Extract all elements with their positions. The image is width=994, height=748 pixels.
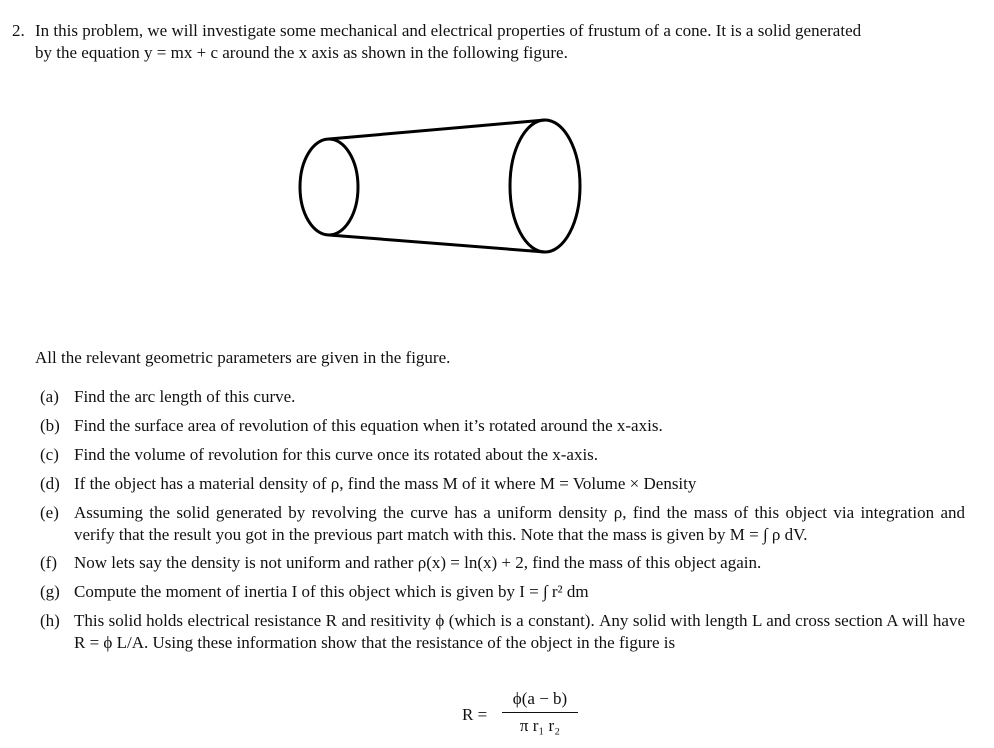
intro-line-2: by the equation y = mx + c around the x axis as shown in the following figure. <box>35 43 568 62</box>
part-text: If the object has a material density of ρ, find the mass M of it where M = Volume × Density <box>74 474 697 493</box>
formula-lhs: R = <box>462 705 488 724</box>
part-text: Compute the moment of inertia I of this object which is given by I = ∫ r² dm <box>74 582 589 601</box>
formula-numerator: ϕ(a − b) <box>502 688 578 713</box>
part-label: (a) <box>40 387 59 406</box>
small-end-ellipse <box>300 139 358 235</box>
part-text: Now lets say the density is not uniform and rather ρ(x) = ln(x) + 2, find the mass of this object again. <box>74 553 762 572</box>
part-text: Find the arc length of this curve. <box>74 387 296 406</box>
part-h <box>40 610 965 654</box>
part-g <box>40 581 965 603</box>
part-label: (e) <box>40 503 59 522</box>
resistance-formula <box>462 688 582 744</box>
part-text: Assuming the solid generated by revolving the curve has a uniform density ρ, find the mass of this object via integration and verify that the result you got in the previous part match with this. Note that the mass is given by M = ∫ ρ dV. <box>74 503 965 544</box>
part-label: (d) <box>40 474 60 493</box>
part-text: Find the volume of revolution for this curve once its rotated about the x-axis. <box>74 445 599 464</box>
parts-list <box>40 386 965 661</box>
part-label: (h) <box>40 611 60 630</box>
large-end-ellipse <box>510 120 580 252</box>
frustum-figure <box>296 114 588 258</box>
part-d <box>40 473 965 495</box>
bottom-edge-line <box>329 235 545 252</box>
part-text: This solid holds electrical resistance R and resitivity ϕ (which is a constant). Any solid with length L and cross section A will have R = ϕ L/A. Using these information show that the resistance of the object in the figure is <box>74 611 965 652</box>
part-e <box>40 502 965 546</box>
part-a <box>40 386 965 408</box>
part-c <box>40 444 965 466</box>
problem-intro <box>12 20 972 64</box>
geometry-note: All the relevant geometric parameters are given in the figure. <box>35 348 451 367</box>
problem-number: 2. <box>12 21 25 40</box>
intro-line-1: In this problem, we will investigate some mechanical and electrical properties of frustum of a cone. It is a solid generated <box>35 21 862 40</box>
formula-fraction <box>502 688 578 737</box>
part-label: (f) <box>40 553 57 572</box>
top-edge-line <box>329 120 545 139</box>
part-text: Find the surface area of revolution of this equation when it’s rotated around the x-axis. <box>74 416 663 435</box>
problem-statement <box>35 20 972 64</box>
part-f <box>40 552 965 574</box>
formula-denominator: π r₁ r₂ <box>519 716 561 735</box>
part-label: (g) <box>40 582 60 601</box>
part-b <box>40 415 965 437</box>
part-label: (b) <box>40 416 60 435</box>
part-label: (c) <box>40 445 59 464</box>
